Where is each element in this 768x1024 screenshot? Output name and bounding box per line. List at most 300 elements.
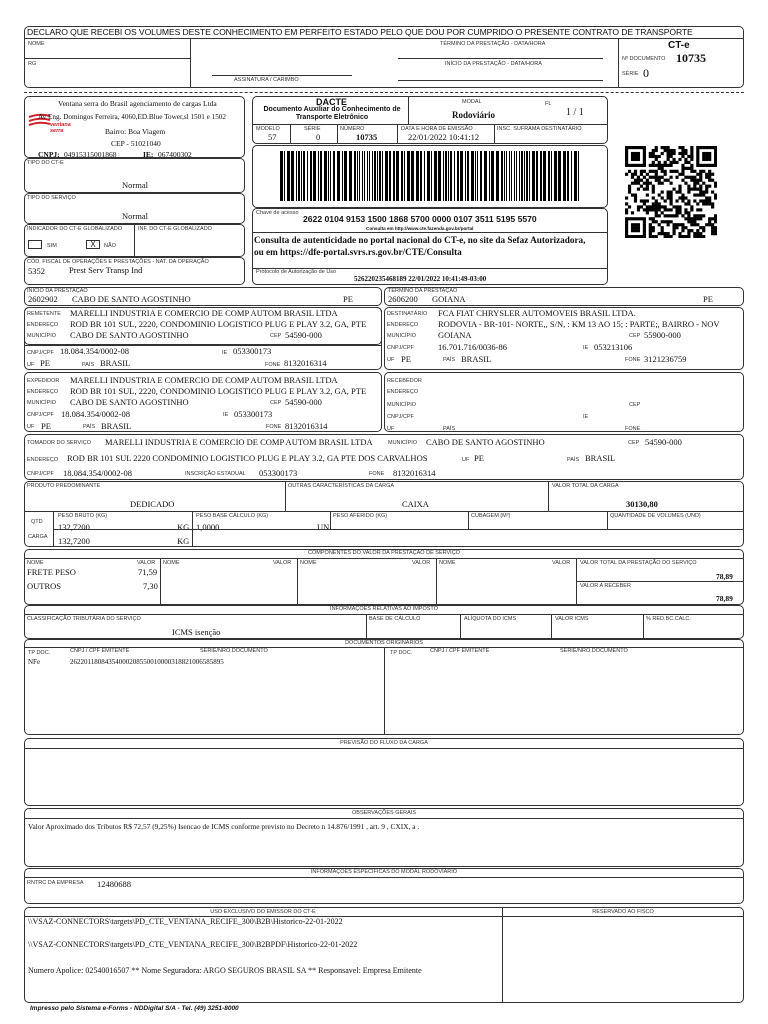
emitente-cep: CEP - 51021040 — [111, 139, 161, 148]
qrcode-module — [652, 226, 655, 229]
qrcode-module — [672, 152, 675, 155]
qrcode-module — [690, 223, 693, 226]
sim-checkbox[interactable] — [28, 240, 42, 249]
qrcode-module — [693, 214, 696, 217]
qrcode-module — [655, 158, 658, 161]
barcode-bar — [291, 151, 294, 201]
barcode-bar — [491, 151, 494, 201]
qrcode-module — [675, 223, 678, 226]
tomador-cnpj-label: CNPJ/CPF — [27, 471, 54, 477]
qrcode-module — [693, 185, 696, 188]
qrcode-module — [684, 158, 687, 161]
qrcode-module — [643, 149, 646, 152]
qrcode-module — [631, 173, 634, 176]
qrcode-module — [652, 235, 655, 238]
barcode-bar — [477, 151, 478, 201]
qrcode-module — [672, 205, 675, 208]
serie-canhoto-label: SÉRIE — [622, 71, 639, 77]
barcode-bar — [532, 151, 535, 201]
protocolo-value: 526220235468189 22/01/2022 10:41:49-03:00 — [354, 275, 487, 283]
tomador-uf: PE — [474, 453, 484, 463]
comp-item-valor: 71,59 — [138, 567, 158, 577]
qrcode-module — [705, 199, 708, 202]
qrcode-module — [658, 232, 661, 235]
qrcode-module — [637, 152, 640, 155]
qrcode-module — [675, 161, 678, 164]
qrcode-module — [678, 232, 681, 235]
qrcode-module — [655, 176, 658, 179]
qrcode-module — [670, 220, 673, 223]
qrcode-module — [667, 220, 670, 223]
comp-item-valor: 7,30 — [143, 581, 158, 591]
qrcode-module — [681, 193, 684, 196]
barcode-bar — [280, 151, 283, 201]
valor-receber-label: VALOR A RECEBER — [580, 583, 631, 589]
qrcode-module — [667, 158, 670, 161]
produto-label: PRODUTO PREDOMINANTE — [27, 483, 101, 489]
qrcode-module — [625, 196, 628, 199]
termino-prestacao-label: TÉRMINO DA PRESTAÇÃO — [388, 288, 458, 294]
qrcode-module — [637, 155, 640, 158]
qrcode-module — [696, 229, 699, 232]
destinatario-cep: 55900-000 — [644, 330, 681, 340]
nao-checkbox[interactable]: X — [86, 240, 100, 249]
peso-base-label: PESO BASE CÁLCULO (KG) — [196, 513, 269, 519]
destinatario-uf-label: UF — [387, 357, 395, 363]
qrcode-module — [643, 235, 646, 238]
qrcode-module — [690, 217, 693, 220]
remetente-nome: MARELLI INDUSTRIA E COMERCIO DE COMP AUTOM BRASIL LTDA — [70, 308, 338, 318]
qrcode-module — [681, 179, 684, 182]
barcode-bar — [424, 151, 425, 201]
qrcode-module — [640, 217, 643, 220]
qrcode-module — [670, 161, 673, 164]
expedidor-fone-label: FONE — [266, 424, 282, 430]
barcode-bar — [467, 151, 469, 201]
barcode-bar — [359, 151, 360, 201]
barcode-bar — [540, 151, 542, 201]
base-calculo-label: BASE DE CÁLCULO — [369, 616, 421, 622]
barcode-bar — [529, 151, 530, 201]
qrcode-module — [702, 199, 705, 202]
qrcode-module — [684, 235, 687, 238]
barcode-bar — [465, 151, 466, 201]
consulta-url-small[interactable]: Consulta em http://www.cte.fazenda.gov.br/portal — [366, 226, 474, 231]
qrcode-module — [687, 214, 690, 217]
outras-label: OUTRAS CARACTERÍSTICAS DA CARGA — [288, 483, 395, 489]
qrcode-module — [631, 152, 634, 155]
qrcode-module — [714, 217, 717, 220]
qrcode-module — [667, 191, 670, 194]
qrcode-module — [667, 179, 670, 182]
destinatario-endereco: RODOVIA - BR-101- NORTE,, S/N, : KM 13 AO 15; : PARTE;, BAIRRO - NOV — [438, 319, 720, 329]
peso-aferido-label: PESO AFERIDO (KG) — [333, 513, 388, 519]
barcode-icon — [280, 151, 580, 201]
qrcode-module — [640, 170, 643, 173]
qrcode-module — [714, 229, 717, 232]
barcode-bar — [382, 151, 383, 201]
qrcode-module — [681, 155, 684, 158]
qrcode-module — [649, 208, 652, 211]
qrcode-module — [652, 191, 655, 194]
barcode-bar — [337, 151, 340, 201]
qrcode-module — [699, 164, 702, 167]
comp-valor-label-2: VALOR — [273, 560, 292, 566]
qrcode-module — [711, 173, 714, 176]
qrcode-module — [652, 170, 655, 173]
barcode-bar — [385, 151, 388, 201]
red-bc-label: % RED.BC.CALC. — [646, 616, 691, 622]
termino-canhoto-label: TÉRMINO DA PRESTAÇÃO - DATA/HORA — [440, 41, 546, 47]
qrcode-module — [667, 152, 670, 155]
destinatario-nome: FCA FIAT CHRYSLER AUTOMOVEIS BRASIL LTDA. — [438, 308, 636, 318]
qrcode-module — [702, 193, 705, 196]
qrcode-module — [643, 226, 646, 229]
qrcode-module — [711, 223, 714, 226]
qrcode-module — [664, 179, 667, 182]
qrcode-module — [681, 223, 684, 226]
qrcode-module — [655, 149, 658, 152]
expedidor-nome: MARELLI INDUSTRIA E COMERCIO DE COMP AUTOM BRASIL LTDA — [70, 375, 338, 385]
qrcode-module — [655, 214, 658, 217]
chave-value[interactable]: 2622 0104 9153 1500 1868 5700 0000 0107 3511 5195 5570 — [303, 214, 537, 224]
outras-value: CAIXA — [402, 499, 429, 509]
qrcode-module — [634, 158, 637, 161]
expedidor-label: EXPEDIDOR — [27, 378, 60, 384]
qrcode-module — [708, 173, 711, 176]
qrcode-module — [667, 196, 670, 199]
barcode-bar — [354, 151, 356, 201]
qrcode-module — [690, 149, 693, 152]
qrcode-module — [711, 229, 714, 232]
qrcode-module — [658, 167, 661, 170]
qrcode-module — [708, 179, 711, 182]
qrcode-module — [658, 208, 661, 211]
qrcode-module — [708, 199, 711, 202]
qrcode-module — [631, 217, 634, 220]
qrcode-module — [693, 188, 696, 191]
valor-total-prestacao-label: VALOR TOTAL DA PRESTAÇÃO DO SERVIÇO — [580, 560, 697, 566]
qrcode-module — [711, 202, 714, 205]
remetente-endereco: ROD BR 101 SUL, 2220, CONDOMINIO LOGISTICO PLUG E PLAY 3.2, GA, PTE — [70, 319, 367, 329]
qrcode-module — [711, 226, 714, 229]
qrcode-module — [631, 226, 634, 229]
qrcode-module — [625, 152, 628, 155]
qrcode-module — [705, 158, 708, 161]
expedidor-box — [24, 372, 382, 432]
qrcode-module — [655, 205, 658, 208]
qrcode-module — [625, 202, 628, 205]
tomador-nome: MARELLI INDUSTRIA E COMERCIO DE COMP AUTOM BRASIL LTDA — [105, 437, 373, 447]
qrcode-module — [690, 155, 693, 158]
barcode-bar — [287, 151, 290, 201]
qrcode-module — [658, 155, 661, 158]
barcode-bar — [342, 151, 343, 201]
remetente-frame — [24, 307, 382, 370]
qrcode-module — [655, 235, 658, 238]
qrcode-module — [637, 217, 640, 220]
barcode-bar — [404, 151, 405, 201]
barcode-bar — [551, 151, 552, 201]
qrcode-module — [640, 173, 643, 176]
qrcode-module — [637, 223, 640, 226]
qrcode-module — [705, 188, 708, 191]
qrcode-module — [667, 149, 670, 152]
doc-tp-label-2: TP DOC. — [390, 650, 413, 656]
qrcode-module — [670, 182, 673, 185]
barcode-bar — [330, 151, 331, 201]
fisco-title: RESERVADO AO FISCO — [592, 909, 654, 915]
qrcode-module — [634, 229, 637, 232]
qrcode-module — [646, 199, 649, 202]
barcode-bar — [514, 151, 515, 201]
qrcode-module — [708, 146, 711, 149]
qrcode-module — [675, 214, 678, 217]
qrcode-module — [690, 188, 693, 191]
destinatario-fone: 3121236759 — [644, 354, 687, 364]
modal-label: MODAL — [462, 99, 482, 105]
qrcode-module — [675, 208, 678, 211]
remetente-pais: BRASIL — [100, 358, 131, 368]
qrcode-module — [670, 214, 673, 217]
qrcode-module — [634, 152, 637, 155]
qrcode-module — [631, 235, 634, 238]
qrcode-module — [678, 223, 681, 226]
serie-label: SÉRIE — [304, 126, 321, 132]
qrcode-module — [696, 155, 699, 158]
qrcode-module — [711, 232, 714, 235]
qrcode-module — [714, 196, 717, 199]
nome-label: NOME — [28, 41, 45, 47]
qrcode-module — [625, 217, 628, 220]
qrcode-module — [702, 158, 705, 161]
qrcode-module — [628, 170, 631, 173]
qrcode-module — [705, 223, 708, 226]
barcode-bar — [420, 151, 422, 201]
qrcode-module — [631, 164, 634, 167]
qrcode-module — [667, 208, 670, 211]
qrcode-module — [690, 167, 693, 170]
observacoes-title: OBSERVAÇÕES GERAIS — [352, 810, 416, 816]
qrcode-module — [699, 232, 702, 235]
qrcode-module — [696, 158, 699, 161]
qrcode-module — [664, 170, 667, 173]
comp-item-nome: FRETE PESO — [27, 567, 76, 577]
emitente-cnpj-label: CNPJ: — [38, 150, 60, 159]
qrcode-module — [678, 235, 681, 238]
qrcode-module — [658, 202, 661, 205]
qrcode-module — [696, 232, 699, 235]
recebedor-pais-label: PAÍS — [443, 426, 456, 432]
qrcode-module — [628, 205, 631, 208]
qrcode-module — [705, 196, 708, 199]
qrcode-module — [684, 161, 687, 164]
qrcode-module — [652, 205, 655, 208]
qrcode-module — [649, 170, 652, 173]
qrcode-module — [625, 226, 628, 229]
remetente-cnpj-label: CNPJ/CPF — [27, 350, 54, 356]
qrcode-module — [646, 211, 649, 214]
qrcode-module — [690, 176, 693, 179]
qrcode-module — [711, 146, 714, 149]
qrcode-module — [649, 164, 652, 167]
tipo-servico-value: Normal — [122, 211, 148, 221]
barcode-bar — [519, 151, 520, 201]
barcode-bar — [333, 151, 335, 201]
qrcode-module — [631, 223, 634, 226]
barcode-bar — [460, 151, 463, 201]
peso-bruto-label: PESO BRUTO (KG) — [58, 513, 108, 519]
qrcode-module — [696, 146, 699, 149]
qrcode-module — [643, 176, 646, 179]
qrcode-module — [690, 170, 693, 173]
qrcode-module — [696, 202, 699, 205]
qrcode-module — [658, 205, 661, 208]
qrcode-module — [696, 164, 699, 167]
qrcode-module — [693, 223, 696, 226]
barcode-bar — [313, 151, 316, 201]
qrcode-module — [699, 193, 702, 196]
uso-linha-1: \\VSAZ-CONNECTORS\targets\PD_CTE_VENTANA_RECIFE_300\B2B\Historico-22-01-2022 — [28, 917, 343, 926]
expedidor-municipio: CABO DE SANTO AGOSTINHO — [70, 397, 189, 407]
qrcode-module — [696, 214, 699, 217]
qrcode-module — [672, 226, 675, 229]
qrcode-module — [714, 193, 717, 196]
qrcode-module — [637, 146, 640, 149]
comp-nome-label-4: NOME — [439, 560, 456, 566]
qrcode-module — [714, 146, 717, 149]
qrcode-module — [625, 173, 628, 176]
qrcode-module — [640, 179, 643, 182]
barcode-bar — [401, 151, 403, 201]
inf-globalizado-label: INF. DO CT-E GLOBALIZADO — [138, 226, 212, 232]
assinatura-label: ASSINATURA / CARIMBO — [234, 77, 299, 83]
remetente-uf-label: UF — [27, 362, 35, 368]
qrcode-module — [684, 202, 687, 205]
qrcode-module — [693, 176, 696, 179]
qrcode-module — [708, 152, 711, 155]
qrcode-module — [625, 161, 628, 164]
qrcode-module — [672, 149, 675, 152]
qrcode-module — [631, 155, 634, 158]
barcode-bar — [374, 151, 376, 201]
comp-valor-label-1: VALOR — [137, 560, 156, 566]
qrcode-module — [705, 173, 708, 176]
emissao-value: 22/01/2022 10:41:12 — [408, 132, 480, 142]
qrcode-module — [670, 191, 673, 194]
barcode-bar — [362, 151, 363, 201]
barcode-bar — [571, 151, 572, 201]
barcode-bar — [393, 151, 395, 201]
qrcode-module — [690, 152, 693, 155]
barcode-bar — [372, 151, 373, 201]
qrcode-module — [699, 170, 702, 173]
qrcode-module — [708, 155, 711, 158]
tomador-endereco: ROD BR 101 SUL 2220 CONDOMINIO LOGISTICO PLUG E PLAY 3.2, GA PTE DOS CARVALHOS — [67, 453, 428, 463]
qrcode-module — [625, 211, 628, 214]
qrcode-module — [672, 223, 675, 226]
qrcode-module — [658, 223, 661, 226]
barcode-bar — [454, 151, 455, 201]
qrcode-module — [649, 152, 652, 155]
qrcode-module — [637, 158, 640, 161]
qrcode-module — [634, 217, 637, 220]
qrcode-module — [705, 185, 708, 188]
tomador-municipio-label: MUNICÍPIO — [388, 440, 418, 446]
qrcode-module — [667, 164, 670, 167]
qrcode-module — [699, 185, 702, 188]
qrcode-module — [652, 152, 655, 155]
barcode-bar — [536, 151, 538, 201]
termino-cod: 2606200 — [388, 294, 418, 304]
emitente-bairro: Bairro: Boa Viagem — [105, 127, 166, 136]
qrcode-module — [634, 155, 637, 158]
tomador-ie-label: INSCRIÇÃO ESTADUAL — [185, 471, 246, 477]
qrcode-module — [678, 211, 681, 214]
tipo-cte-label: TIPO DO CT-E — [27, 160, 64, 166]
qrcode-module — [625, 149, 628, 152]
doc-cnpj-label-2: CNPJ / CPF EMITENTE — [430, 648, 490, 654]
qrcode-module — [646, 208, 649, 211]
comp-nome-label-2: NOME — [163, 560, 180, 566]
qrcode-module — [670, 193, 673, 196]
recebedor-municipio-label: MUNICÍPIO — [387, 402, 417, 408]
dacte-title: DACTE — [316, 97, 347, 107]
qrcode-module — [652, 161, 655, 164]
qrcode-module — [664, 214, 667, 217]
qrcode-module — [681, 146, 684, 149]
qtd-volumes-label: QUANTIDADE DE VOLUMES (UND) — [610, 513, 701, 519]
qrcode-module — [708, 220, 711, 223]
qrcode-module — [711, 191, 714, 194]
modal-value: Rodoviário — [452, 110, 496, 120]
barcode-bar — [438, 151, 441, 201]
peso-bruto-un: KG — [177, 522, 190, 532]
qrcode-module — [696, 208, 699, 211]
qrcode-module — [664, 220, 667, 223]
qrcode-module — [699, 173, 702, 176]
qrcode-module — [693, 232, 696, 235]
qrcode-icon[interactable] — [625, 146, 717, 238]
expedidor-cep-label: CEP — [270, 400, 282, 406]
qrcode-module — [643, 223, 646, 226]
qrcode-module — [664, 205, 667, 208]
expedidor-pais-label: PAÍS — [83, 424, 96, 430]
serie-value: 0 — [316, 132, 321, 142]
qrcode-module — [678, 208, 681, 211]
qrcode-module — [649, 232, 652, 235]
qrcode-module — [643, 161, 646, 164]
qrcode-module — [643, 164, 646, 167]
qrcode-module — [705, 202, 708, 205]
qrcode-module — [699, 191, 702, 194]
barcode-bar — [389, 151, 391, 201]
qrcode-module — [696, 188, 699, 191]
expedidor-cnpj-label: CNPJ/CPF — [27, 412, 54, 418]
modal-rodoviario-title: INFORMAÇÕES ESPECÍFICAS DO MODAL RODOVIÁRIO — [310, 869, 458, 875]
comp-nome-label-3: NOME — [300, 560, 317, 566]
qrcode-module — [652, 149, 655, 152]
qrcode-module — [658, 182, 661, 185]
expedidor-uf-label: UF — [27, 424, 35, 430]
destinatario-fone-label: FONE — [625, 357, 641, 363]
valor-icms-label: VALOR ICMS — [555, 616, 589, 622]
qrcode-module — [658, 176, 661, 179]
qrcode-module — [655, 173, 658, 176]
qrcode-module — [687, 155, 690, 158]
remetente-ie-label: IE — [222, 350, 228, 356]
doc-chave-value: 26220118084354000208550010000318821006585895 — [70, 658, 224, 666]
